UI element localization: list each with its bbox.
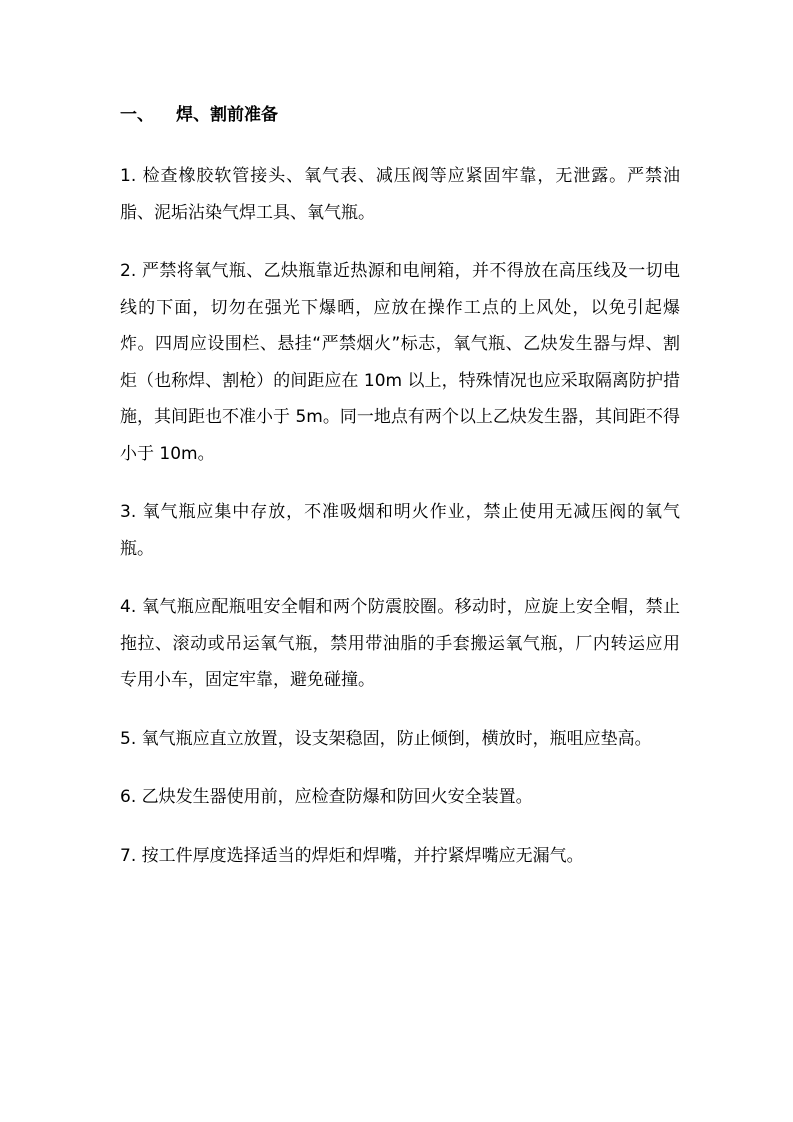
list-item-1: 1. 检查橡胶软管接头、氧气表、减压阀等应紧固牢靠，无泄露。严禁油脂、泥垢沾染气焊工具、氧气瓶。 xyxy=(120,166,680,223)
list-item-7: 7. 按工件厚度选择适当的焊炬和焊嘴，并拧紧焊嘴应无漏气。 xyxy=(120,845,584,866)
list-item-4: 4. 氧气瓶应配瓶咀安全帽和两个防震胶圈。移动时，应旋上安全帽，禁止拖拉、滚动或吊运氧气瓶，禁用带油脂的手套搬运氧气瓶，厂内转运应用专用小车，固定牢靠，避免碰撞。 xyxy=(120,597,680,690)
list-item-2: 2. 严禁将氧气瓶、乙炔瓶靠近热源和电闸箱，并不得放在高压线及一切电线的下面，切勿在强光下爆晒，应放在操作工点的上风处，以免引起爆炸。四周应设围栏、悬挂“严禁烟火”标志，氧气瓶、乙炔发生器与焊、割炬（也称焊、割枪）的间距应在 10m 以上，特殊情况也应采取隔离防护措施，其间距也不准小于 5m。同一地点有两个以上乙炔发生器，其间距不得小于 10m。 xyxy=(120,261,680,464)
list-item-6: 6. 乙炔发生器使用前，应检查防爆和防回火安全装置。 xyxy=(120,787,533,807)
list-item-5: 5. 氧气瓶应直立放置，设支架稳固，防止倾倒，横放时，瓶咀应垫高。 xyxy=(120,728,652,749)
section-title: 焊、割前准备 xyxy=(176,105,278,125)
section-heading xyxy=(120,100,680,130)
list-item-3: 3. 氧气瓶应集中存放，不准吸烟和明火作业，禁止使用无减压阀的氧气瓶。 xyxy=(120,502,680,559)
document-page xyxy=(120,100,680,896)
section-number: 一、 xyxy=(120,105,154,125)
